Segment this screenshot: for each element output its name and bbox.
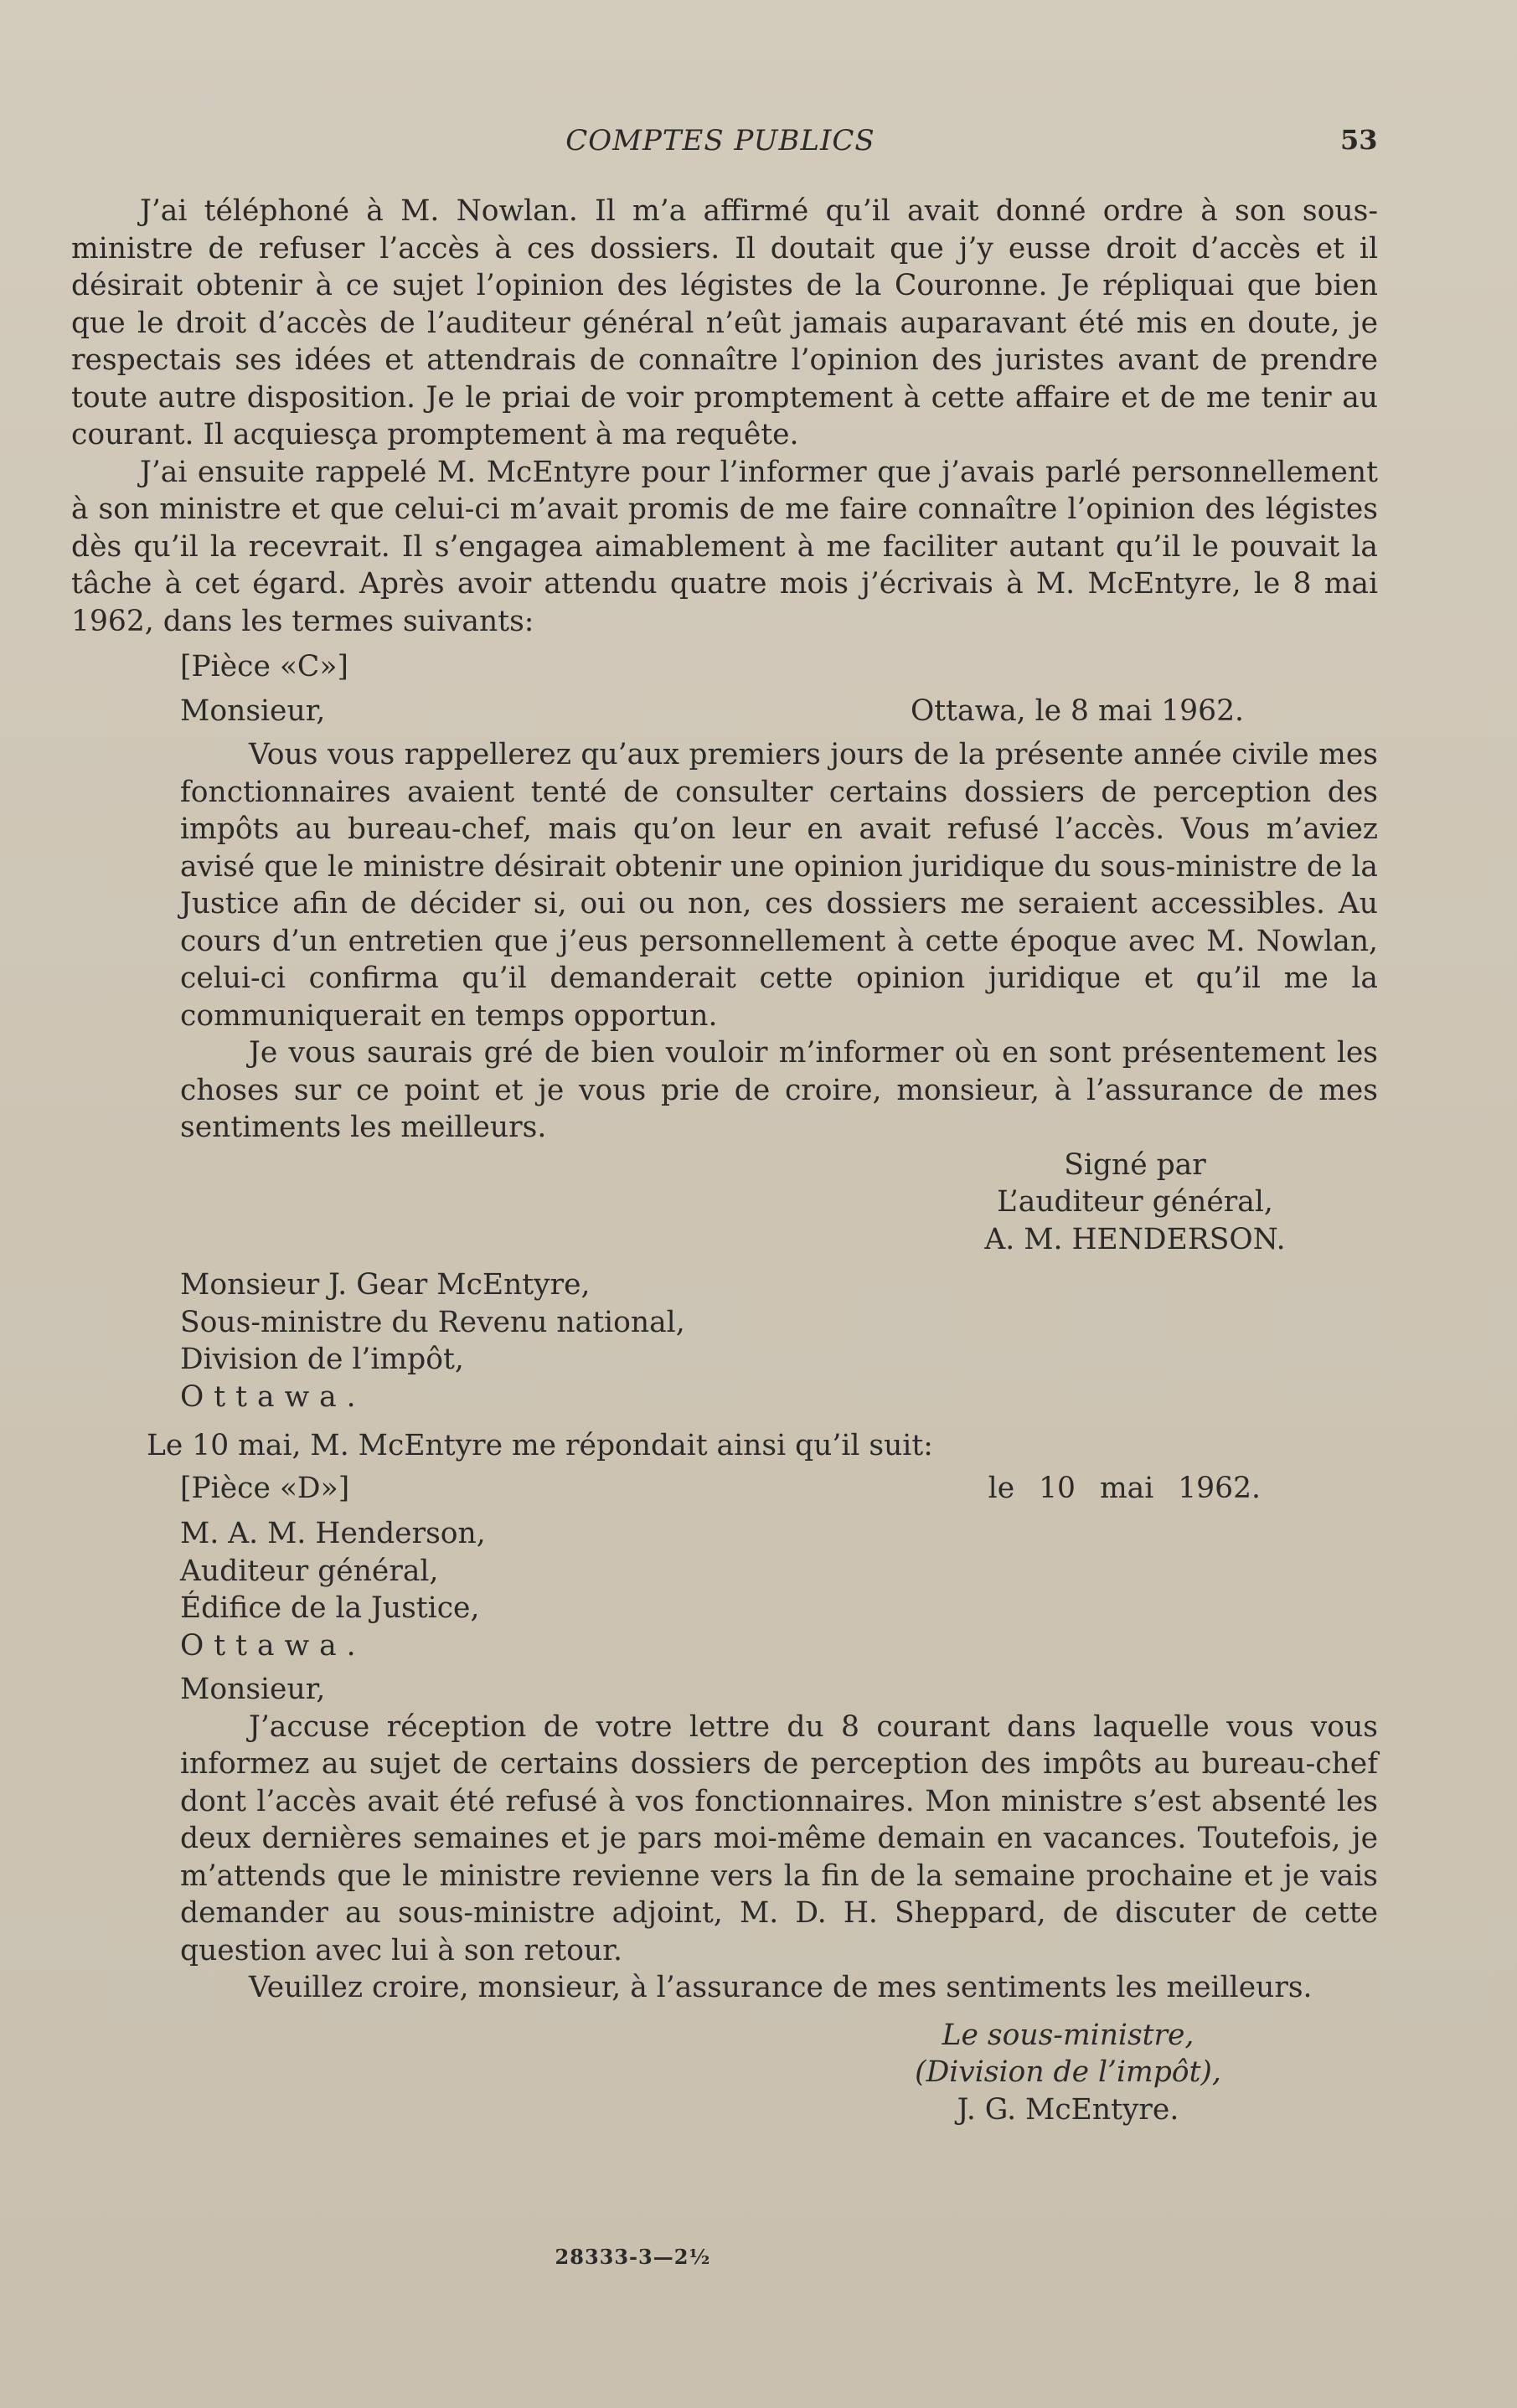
signature-line: Le sous-ministre, xyxy=(942,2018,1195,2052)
letter-c xyxy=(180,648,1378,1415)
print-code-text: 28333-3—2½ xyxy=(555,2245,711,2269)
letter-d-heading xyxy=(180,1470,1261,1508)
signature-line: (Division de l’impôt), xyxy=(915,2055,1221,2089)
running-title: COMPTES PUBLICS xyxy=(565,124,875,157)
address-line: Ottawa. xyxy=(180,1379,366,1414)
address-line: Auditeur général, xyxy=(180,1554,439,1588)
letter-c-signature xyxy=(917,1147,1353,1259)
paragraph-1: J’ai téléphoné à M. Nowlan. Il m’a affirmé qu’il avait donné ordre à son sous-ministre de refuser l’accès à ces dossiers. Il doutait que j’y eusse droit d’accès et il désirait obtenir à ce sujet l’opinion des légistes de la Couronne. Je répliquai que bien que le droit d’accès de l’auditeur général n’eût jamais auparavant été mis en doute, je respectais ses idées et attendrais de connaître l’opinion des juristes avant de prendre toute autre disposition. Je le priai de voir promptement à cette affaire et de me tenir au courant. Il acquiesça promptement à ma requête. xyxy=(71,194,1378,451)
letter-d-paragraph-1: J’accuse réception de votre lettre du 8 courant dans laquelle vous vous informez au sujet de certains dossiers de perception des impôts au bureau-chef dont l’accès avait été refusé à vos fonctionnaires. Mon ministre s’est absenté les deux dernières semaines et je pars moi-même demain en vacances. Toutefois, je m’attends que le ministre revienne vers la fin de la semaine prochaine et je vais demander au sous-ministre adjoint, M. D. H. Sheppard, de discuter de cette question avec lui à son retour. xyxy=(180,1709,1378,1967)
letter-d xyxy=(180,1470,1378,2129)
letter-d-label: [Pièce «D»] xyxy=(180,1471,350,1505)
page-header xyxy=(0,124,1517,166)
letter-d-signature xyxy=(833,2017,1303,2129)
letter-c-address xyxy=(180,1266,1378,1415)
letter-d-salutation: Monsieur, xyxy=(180,1673,326,1706)
address-line: Monsieur J. Gear McEntyre, xyxy=(180,1268,591,1302)
signature-line: J. G. McEntyre. xyxy=(957,2092,1179,2127)
address-line: M. A. M. Henderson, xyxy=(180,1517,486,1550)
letter-c-salutation: Monsieur, xyxy=(180,694,326,728)
address-line: Ottawa. xyxy=(180,1628,366,1663)
letter-c-label: [Pièce «C»] xyxy=(180,650,348,683)
letter-c-opening xyxy=(180,693,1244,730)
letter-d-paragraph-2: Veuillez croire, monsieur, à l’assurance de mes sentiments les meilleurs. xyxy=(249,1971,1313,2004)
letter-c-paragraph-1: Vous vous rappellerez qu’aux premiers jours de la présente année civile mes fonctionnaires avaient tenté de consulter certains dossiers de perception des impôts au bureau-chef, mais qu’on leur en avait refusé l’accès. Vous m’aviez avisé que le ministre désirait obtenir une opinion juridique du sous-ministre de la Justice afin de décider si, oui ou non, ces dossiers me seraient accessibles. Au cours d’un entretien que j’eus personnellement à cette époque avec M. Nowlan, celui-ci confirma qu’il demanderait cette opinion juridique et qu’il me la communiquerait en temps opportun. xyxy=(180,738,1378,1033)
paragraph-3: Le 10 mai, M. McEntyre me répondait ainsi qu’il suit: xyxy=(147,1429,933,1462)
letter-c-place-date: Ottawa, le 8 mai 1962. xyxy=(911,694,1244,728)
page-body xyxy=(71,193,1378,2128)
letter-c-paragraph-2: Je vous saurais gré de bien vouloir m’informer où en sont présentement les choses sur ce point et je vous prie de croire, monsieur, à l’assurance de mes sentiments les meilleurs. xyxy=(180,1036,1378,1144)
signature-line: A. M. HENDERSON. xyxy=(984,1222,1286,1256)
address-line: Édifice de la Justice, xyxy=(180,1591,480,1625)
print-code xyxy=(0,2245,1517,2269)
page-number: 53 xyxy=(1340,124,1378,156)
letter-d-date: le 10 mai 1962. xyxy=(988,1471,1261,1505)
paragraph-2: J’ai ensuite rappelé M. McEntyre pour l’informer que j’avais parlé personnellement à son ministre et que celui-ci m’avait promis de me faire connaître l’opinion des légistes dès qu’il la recevrait. Il s’engagea aimablement à me faciliter autant qu’il le pouvait la tâche à cet égard. Après avoir attendu quatre mois j’écrivais à M. McEntyre, le 8 mai 1962, dans les termes suivants: xyxy=(71,455,1378,638)
letter-d-address xyxy=(180,1515,1378,1664)
signature-line: Signé par xyxy=(1064,1147,1206,1182)
address-line: Sous-ministre du Revenu national, xyxy=(180,1305,685,1339)
address-line: Division de l’impôt, xyxy=(180,1343,464,1376)
signature-line: L’auditeur général, xyxy=(997,1185,1273,1219)
